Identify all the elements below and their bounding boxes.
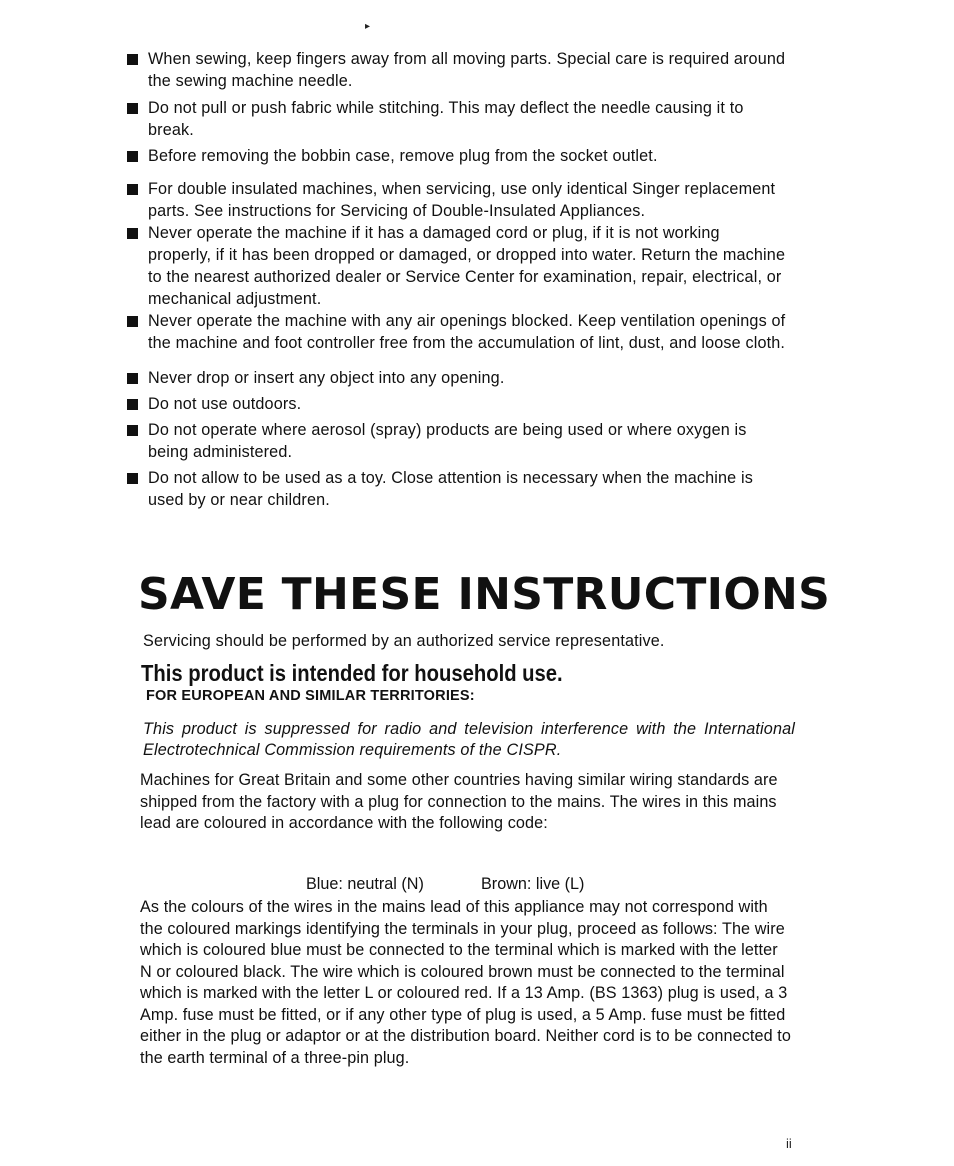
bullet-text: Do not use outdoors. bbox=[148, 395, 302, 413]
suppression-note: This product is suppressed for radio and television interference with the International Electrotechnical Commission requirements of the CISPR. bbox=[143, 720, 795, 759]
square-bullet-icon bbox=[127, 399, 138, 410]
household-use-heading: This product is intended for household use. bbox=[141, 660, 563, 686]
bullet-text: For double insulated machines, when servicing, use only identical Singer replacement parts. See instructions for Servicing of Double-Insulated Appliances. bbox=[148, 180, 776, 220]
list-item bbox=[126, 367, 786, 389]
european-territories-heading: FOR EUROPEAN AND SIMILAR TERRITORIES: bbox=[146, 688, 475, 704]
list-item bbox=[126, 178, 786, 222]
square-bullet-icon bbox=[127, 373, 138, 384]
bullet-text: Never drop or insert any object into any opening. bbox=[148, 369, 505, 387]
wire-code-blue: Blue: neutral (N) bbox=[306, 875, 424, 893]
square-bullet-icon bbox=[127, 425, 138, 436]
list-item bbox=[126, 222, 786, 310]
servicing-note: Servicing should be performed by an authorized service representative. bbox=[143, 632, 665, 650]
square-bullet-icon bbox=[127, 184, 138, 195]
square-bullet-icon bbox=[127, 228, 138, 239]
list-item bbox=[126, 310, 786, 354]
bullet-text: Do not allow to be used as a toy. Close attention is necessary when the machine is used by or near children. bbox=[148, 469, 753, 509]
square-bullet-icon bbox=[127, 316, 138, 327]
list-item bbox=[126, 393, 786, 415]
top-mark: ▸ bbox=[365, 21, 371, 32]
wire-connection-paragraph: As the colours of the wires in the mains lead of this appliance may not correspond with the coloured markings identifying the terminals in your plug, proceed as follows: The wire which is coloured blue must be connected to the terminal which is marked with the letter N or coloured black. The wire which is coloured brown must be connected to the terminal which is marked with the letter L or coloured red. If a 13 Amp. (BS 1363) plug is used, a 3 Amp. fuse must be fitted, or if any other type of plug is used, a 5 Amp. fuse must be fitted either in the plug or adaptor or at the distribution board. Neither cord is to be connected to the earth terminal of a three-pin plug. bbox=[140, 898, 791, 1067]
list-item bbox=[126, 48, 786, 92]
list-item bbox=[126, 145, 786, 167]
page-number: ii bbox=[786, 1136, 792, 1151]
bullet-text: Do not pull or push fabric while stitching. This may deflect the needle causing it to break. bbox=[148, 99, 744, 139]
bullet-text: Do not operate where aerosol (spray) products are being used or where oxygen is being administered. bbox=[148, 421, 747, 461]
bullet-text: Never operate the machine with any air openings blocked. Keep ventilation openings of the machine and foot controller free from the accumulation of lint, dust, and loose cloth. bbox=[148, 312, 786, 352]
square-bullet-icon bbox=[127, 54, 138, 65]
list-item bbox=[126, 419, 786, 463]
bullet-text: Before removing the bobbin case, remove plug from the socket outlet. bbox=[148, 147, 658, 165]
bullet-text: When sewing, keep fingers away from all moving parts. Special care is required around the sewing machine needle. bbox=[148, 50, 786, 90]
list-item bbox=[126, 97, 786, 141]
bullet-text: Never operate the machine if it has a damaged cord or plug, if it is not working properly, if it has been dropped or damaged, or dropped into water. Return the machine to the nearest authorized dealer or Service Center for examination, repair, electrical, or mechanical adjustment. bbox=[148, 224, 786, 308]
wire-code-brown: Brown: live (L) bbox=[481, 875, 585, 893]
square-bullet-icon bbox=[127, 103, 138, 114]
square-bullet-icon bbox=[127, 473, 138, 484]
list-item bbox=[126, 467, 786, 511]
safety-bullet-list bbox=[126, 48, 786, 511]
wiring-standards-paragraph: Machines for Great Britain and some other countries having similar wiring standards are shipped from the factory with a plug for connection to the mains. The wires in this mains lead are coloured in accordance with the following code: bbox=[140, 771, 778, 832]
save-instructions-heading: SAVE THESE INSTRUCTIONS bbox=[138, 569, 831, 620]
square-bullet-icon bbox=[127, 151, 138, 162]
